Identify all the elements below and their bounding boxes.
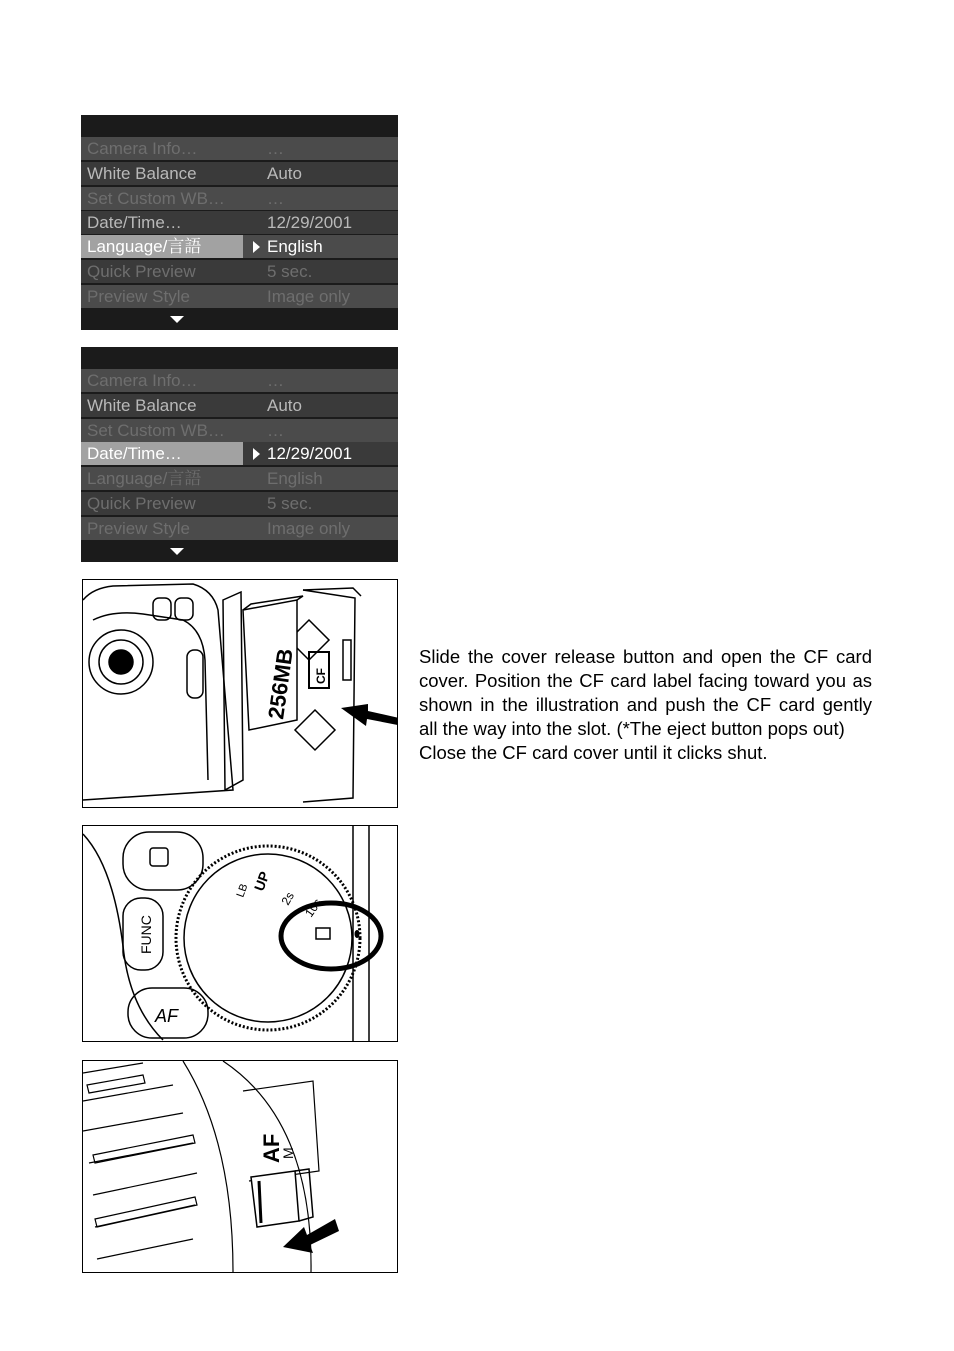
menu-row-label: Language/言語	[81, 235, 243, 258]
menu-row-preview-style[interactable]	[81, 517, 398, 540]
dial-mark-lb: LB	[234, 882, 251, 900]
mode-dial-drawing	[83, 826, 397, 1041]
drive-mode-icon	[150, 848, 168, 866]
dial-mark-up: UP	[250, 869, 273, 894]
menu-row-label: Set Custom WB…	[81, 419, 243, 442]
menu-row-value: Image only	[243, 285, 398, 308]
af-switch-label: AF	[259, 1133, 284, 1163]
menu-row-value	[243, 442, 398, 465]
menu-row-value: 12/29/2001	[243, 211, 398, 234]
menu-row-label: Quick Preview	[81, 492, 243, 515]
index-dot	[355, 930, 360, 938]
instruction-text	[419, 645, 872, 765]
arrow-slide-icon	[283, 1219, 339, 1253]
menu-row-value: Auto	[243, 162, 398, 185]
menu-row-label: Camera Info…	[81, 137, 243, 160]
focus-switch-lever[interactable]	[251, 1169, 313, 1227]
menu-row-white-balance[interactable]	[81, 394, 398, 417]
cf-card-label: 256MB	[263, 646, 298, 721]
scroll-down-icon[interactable]	[170, 548, 184, 555]
menu-row-value: …	[243, 369, 398, 392]
menu-row-label: Date/Time…	[81, 442, 243, 465]
menu-row-preview-style[interactable]	[81, 285, 398, 308]
menu-row-label: Set Custom WB…	[81, 187, 243, 210]
menu-row-set-custom-wb[interactable]	[81, 419, 398, 442]
focus-switch-drawing	[83, 1061, 397, 1272]
m-switch-label: M	[280, 1147, 296, 1159]
menu-row-value-text: English	[267, 237, 323, 256]
menu-row-quick-preview[interactable]	[81, 492, 398, 515]
arrow-insert-icon	[341, 704, 397, 727]
menu-row-value-text: 12/29/2001	[267, 444, 353, 463]
menu-row-value: 5 sec.	[243, 260, 398, 283]
dial-mark-10s: 10s	[301, 895, 325, 920]
menu-row-label: White Balance	[81, 162, 243, 185]
dial-mark-2s: 2s	[278, 889, 297, 908]
menu-row-label: White Balance	[81, 394, 243, 417]
menu-row-label: Quick Preview	[81, 260, 243, 283]
menu-row-label: Preview Style	[81, 517, 243, 540]
instruction-paragraph-insert: Slide the cover release button and open the CF card cover. Position the CF card label facing toward you as shown in the illustration and push the CF card gently all the way into the slot. (*The eject button pops out)	[419, 646, 872, 739]
menu-row-label: Date/Time…	[81, 211, 243, 234]
menu-row-language[interactable]	[81, 235, 398, 258]
cf-card-illustration	[82, 579, 398, 808]
cf-card-drawing	[83, 580, 397, 807]
menu-row-label: Preview Style	[81, 285, 243, 308]
scroll-down-icon[interactable]	[170, 316, 184, 323]
menu-row-value: 5 sec.	[243, 492, 398, 515]
af-button-label: AF	[155, 1006, 179, 1026]
single-frame-icon	[316, 928, 330, 939]
menu-row-label: Camera Info…	[81, 369, 243, 392]
drive-button-shape	[123, 832, 203, 890]
menu-row-language[interactable]	[81, 467, 398, 490]
menu-row-label: Language/言語	[81, 467, 243, 490]
menu-row-value: …	[243, 137, 398, 160]
mode-dial-illustration	[82, 825, 398, 1042]
menu-row-value	[243, 235, 398, 258]
menu-screen-language	[81, 115, 398, 330]
menu-row-set-custom-wb[interactable]	[81, 187, 398, 210]
menu-row-white-balance[interactable]	[81, 162, 398, 185]
instruction-paragraph-close: Close the CF card cover until it clicks shut.	[419, 742, 768, 763]
caret-right-icon	[253, 241, 260, 253]
caret-right-icon	[253, 448, 260, 460]
cf-cover-label: CF	[314, 668, 328, 684]
menu-row-date-time[interactable]	[81, 211, 398, 234]
menu-row-value: …	[243, 419, 398, 442]
menu-row-value: English	[243, 467, 398, 490]
highlight-circle	[281, 903, 381, 969]
menu-row-camera-info[interactable]	[81, 137, 398, 160]
menu-row-quick-preview[interactable]	[81, 260, 398, 283]
func-button-label: FUNC	[138, 915, 154, 954]
menu-row-value: Image only	[243, 517, 398, 540]
menu-row-camera-info[interactable]	[81, 369, 398, 392]
menu-row-value: …	[243, 187, 398, 210]
menu-row-date-time[interactable]	[81, 442, 398, 465]
focus-switch-illustration	[82, 1060, 398, 1273]
menu-screen-date-time	[81, 347, 398, 562]
menu-row-value: Auto	[243, 394, 398, 417]
